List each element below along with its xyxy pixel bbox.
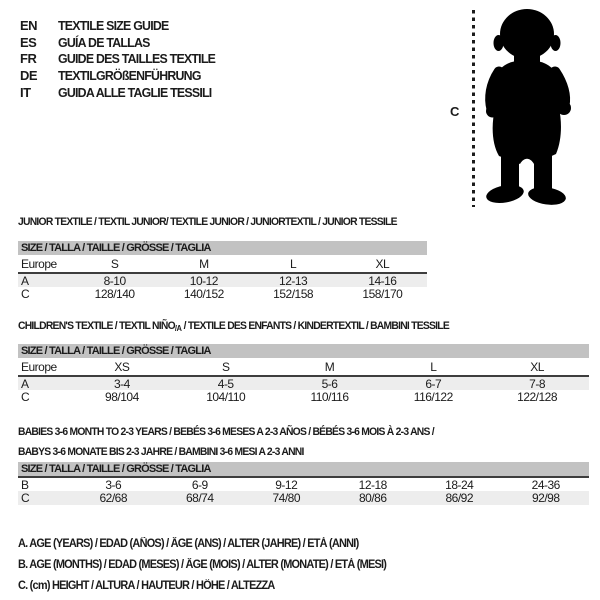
value-cell: 8-10 — [103, 273, 126, 288]
size-cell: XL — [375, 256, 390, 271]
children-table-title — [18, 320, 449, 333]
language-code: IT — [20, 85, 31, 101]
value-cell: 14-16 — [368, 273, 397, 288]
legend-note-a: A. AGE (YEARS) / EDAD (AÑOS) / ÂGE (ANS) / ALTER (JAHRE) / ETÀ (ANNI) — [18, 538, 359, 550]
size-header-bar — [18, 462, 589, 476]
size-header-label: SIZE / TALLA / TAILLE / GRÖSSE / TAGLIA — [21, 242, 211, 254]
height-row — [18, 491, 589, 505]
value-cell: 98/104 — [105, 390, 139, 404]
babies-title-line2: BABYS 3-6 MONATE BIS 2-3 JAHRE / BAMBINI 3-6 MESI A 2-3 ANNI — [18, 445, 304, 458]
children-title-part2: / TEXTILE DES ENFANTS / KINDERTEXTIL / BAMBINI TESSILE — [181, 320, 449, 332]
row-label: B — [21, 477, 29, 492]
value-cell: 24-36 — [531, 477, 560, 492]
value-cell: 104/110 — [206, 390, 246, 404]
value-cell: 7-8 — [529, 376, 545, 391]
value-cell: 80/86 — [358, 491, 387, 505]
legend-notes — [18, 534, 406, 597]
language-code: EN — [20, 17, 38, 33]
value-cell: 10-12 — [189, 273, 218, 288]
babies-table-title — [18, 423, 434, 462]
children-title-part1: CHILDREN'S TEXTILE / TEXTIL NIÑO — [18, 320, 175, 332]
row-label: A — [21, 376, 29, 391]
language-row-es — [20, 34, 223, 51]
value-cell: 4-5 — [217, 376, 234, 391]
baby-silhouette-icon — [484, 8, 572, 207]
children-title-subscript: /A — [174, 324, 182, 333]
value-cell: 3-6 — [105, 477, 122, 492]
language-row-de — [20, 67, 223, 84]
language-code: DE — [20, 68, 38, 84]
age-row — [18, 478, 589, 491]
row-label: A — [21, 273, 29, 288]
size-cell: M — [324, 359, 335, 374]
language-title: GUÍA DE TALLAS — [58, 34, 150, 50]
value-cell: 92/98 — [531, 491, 560, 505]
babies-size-table — [18, 462, 589, 505]
height-measure-label: C — [450, 104, 460, 119]
age-row — [18, 274, 427, 287]
size-cell: S — [221, 359, 230, 374]
size-cell: M — [199, 256, 209, 271]
value-cell: 6-9 — [191, 477, 208, 492]
language-code: FR — [20, 51, 37, 67]
value-cell: 116/122 — [413, 390, 453, 404]
junior-table-title: JUNIOR TEXTILE / TEXTIL JUNIOR/ TEXTILE JUNIOR / JUNIORTEXTIL / JUNIOR TESSILE — [18, 216, 397, 228]
value-cell: 128/140 — [94, 287, 135, 301]
language-row-en — [20, 17, 223, 34]
region-label: Europe — [21, 256, 57, 271]
size-cell: L — [290, 256, 297, 271]
size-cell: XS — [114, 359, 130, 374]
language-title: GUIDA ALLE TAGLIE TESSILI — [58, 85, 212, 101]
size-header-bar — [18, 241, 427, 255]
value-cell: 12-13 — [279, 273, 308, 288]
size-header-label: SIZE / TALLA / TAILLE / GRÖSSE / TAGLIA — [21, 345, 211, 357]
value-cell: 140/152 — [183, 287, 224, 301]
row-label: C — [21, 287, 30, 301]
value-cell: 9-12 — [275, 477, 298, 492]
legend-note-b: B. AGE (MONTHS) / EDAD (MESES) / ÂGE (MOIS) / ALTER (MONATE) / ETÀ (MESI) — [18, 559, 387, 571]
value-cell: 152/158 — [273, 287, 314, 301]
region-row — [18, 255, 427, 272]
height-row — [18, 390, 589, 404]
legend-note-c: C. (cm) HEIGHT / ALTURA / HAUTEUR / HÖHE / ALTEZZA — [18, 580, 275, 592]
children-size-table — [18, 344, 589, 404]
value-cell: 86/92 — [445, 491, 474, 505]
age-row — [18, 377, 589, 390]
value-cell: 62/68 — [99, 491, 128, 505]
value-cell: 74/80 — [272, 491, 301, 505]
value-cell: 6-7 — [425, 376, 442, 391]
size-header-bar — [18, 344, 589, 358]
row-label: C — [21, 390, 30, 404]
language-title: TEXTILGRÖßENFÜHRUNG — [58, 68, 201, 84]
language-header — [20, 17, 223, 101]
height-measure-dashed-line — [472, 10, 475, 207]
language-row-fr — [20, 51, 223, 68]
babies-title-line1: BABIES 3-6 MONTH TO 2-3 YEARS / BEBÉS 3-6 MESES A 2-3 AÑOS / BÉBÉS 3-6 MOIS À 2-3 ANS / — [18, 426, 434, 438]
size-cell: L — [430, 359, 437, 374]
value-cell: 5-6 — [321, 376, 338, 391]
size-cell: XL — [530, 359, 544, 374]
value-cell: 68/74 — [185, 491, 214, 505]
value-cell: 122/128 — [517, 390, 558, 404]
region-row — [18, 358, 589, 375]
value-cell: 158/170 — [362, 287, 403, 301]
height-row — [18, 287, 427, 301]
region-label: Europe — [21, 359, 57, 374]
value-cell: 110/116 — [310, 390, 349, 404]
size-header-label: SIZE / TALLA / TAILLE / GRÖSSE / TAGLIA — [21, 463, 211, 475]
language-code: ES — [20, 34, 37, 50]
language-title: TEXTILE SIZE GUIDE — [58, 17, 169, 33]
value-cell: 18-24 — [445, 477, 474, 492]
junior-size-table — [18, 241, 427, 301]
language-title: GUIDE DES TAILLES TEXTILE — [58, 51, 216, 67]
language-row-it — [20, 84, 223, 101]
size-cell: S — [110, 256, 119, 271]
row-label: C — [21, 491, 30, 505]
value-cell: 12-18 — [358, 477, 387, 492]
value-cell: 3-4 — [113, 376, 130, 391]
